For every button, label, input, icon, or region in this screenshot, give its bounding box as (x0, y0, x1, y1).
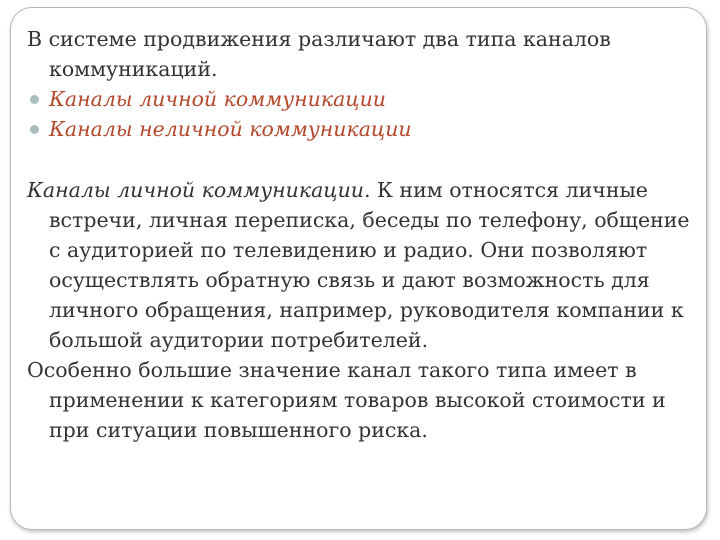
personal-channels-paragraph (27, 175, 695, 355)
list-item-label: Каналы личной коммуникации (49, 87, 386, 111)
paragraph-lead: Каналы личной коммуникации. (27, 178, 371, 202)
slide-content (27, 24, 695, 445)
slide-frame (10, 7, 707, 530)
list-item (27, 84, 695, 114)
list-item (27, 114, 695, 144)
importance-paragraph: Особенно большие значение канал такого типа имеет в применении к категориям товаров высокой стоимости и при ситуации повышенного риска. (27, 358, 666, 442)
list-item-label: Каналы неличной коммуникации (49, 117, 412, 141)
spacer (27, 144, 695, 175)
paragraph-text: К ним относятся личные встречи, личная переписка, беседы по телефону, общение с аудиторией по телевидению и радио. Они позволяют осуществлять обратную связь и дают возможность для личного обращения, например, руководителя компании к большой аудитории потребителей. (49, 178, 690, 352)
channel-type-list (27, 84, 695, 144)
bullet-dot-icon (30, 125, 39, 134)
bullet-dot-icon (30, 95, 39, 104)
intro-paragraph: В системе продвижения различают два типа каналов коммуникаций. (27, 27, 611, 81)
